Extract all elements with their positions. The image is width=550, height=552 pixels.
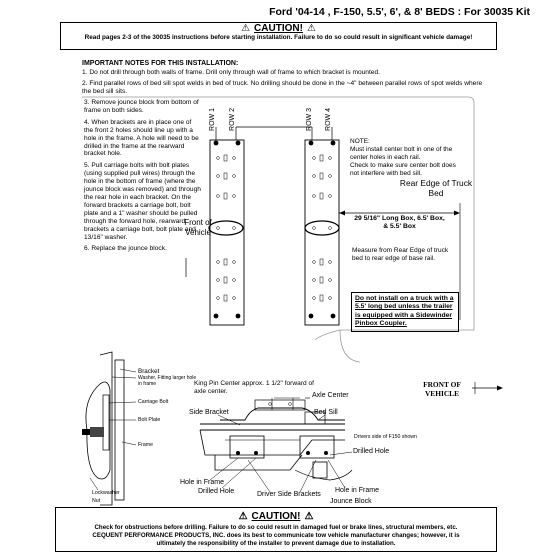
note-item-4: 4. When brackets are in place one of the front 2 holes should line up with a hole in the frame. A hole will need to be drilled in the frame at the rearward bracket hole. <box>84 118 199 158</box>
warning-icon: ⚠ <box>306 23 316 34</box>
note-item-3: 3. Remove jounce block from bottom of frame on both sides. <box>84 99 199 114</box>
dimension-label: 29 5/16" Long Box, 6.5' Box, & 5.5' Box <box>354 215 445 231</box>
top-caution-title: CAUTION! <box>254 23 303 34</box>
king-pin-label: King Pin Center approx. 1 1/2" forward of axle center. <box>194 380 314 395</box>
axle-center-label: Axle Center <box>312 392 349 399</box>
frame-label: Frame <box>138 442 153 448</box>
pinbox-warning: Do not install on a truck with a 5.5' long bed unless the trailer is equipped with a Sidewinder Pinbox Coupler. <box>351 292 459 332</box>
bottom-caution-box <box>55 507 497 552</box>
row-2-label: ROW 2 <box>229 108 236 131</box>
bottom-caution-line-3: ultimately the responsibility of the installer to prevent damage due to installation. <box>156 540 396 548</box>
note-item-5: 5. Pull carriage bolts with bolt plates (using supplied pull wires) through the hole in the bottom of frame (where the jounce block was removed) and through the rear hole in each bracket. On the forward brackets a carriage bolt, bolt plate and a 1" washer should be pulled through the forward hole, rearward brackets a carriage bolt, bolt plate and 13/16" washer. <box>84 162 201 241</box>
note-item-6: 6. Replace the jounce block. <box>84 245 167 253</box>
drilled-hole-right-label: Drilled Hole <box>353 448 390 455</box>
warning-icon: ⚠ <box>304 511 314 522</box>
note-item-1: 1. Do not drill through both walls of frame. Drill only through wall of frame to which bracket is mounted. <box>82 68 380 76</box>
bottom-caution-line-2: CEQUENT PERFORMANCE PRODUCTS, INC. does its best to communicate tow vehicle manufacturer changes; however, it is <box>92 531 460 539</box>
bottom-caution-heading <box>56 510 496 524</box>
side-bracket-label: Side Bracket <box>189 409 229 416</box>
hole-in-frame-right-label: Hole in Frame <box>335 487 379 494</box>
row-3-label: ROW 3 <box>306 108 313 131</box>
front-of-vehicle-label: Front of Vehicle <box>184 218 212 238</box>
top-caution-text: Read pages 2-3 of the 30035 instructions before starting installation. Failure to do so could result in significant vehicle damage! <box>84 34 473 41</box>
measure-label: Measure from Rear Edge of truck bed to rear edge of base rail. <box>352 247 449 262</box>
front-of-vehicle-bottom-label: FRONT OF VEHICLE <box>423 380 461 398</box>
washer-label: Washer, Fitting larger hole in frame <box>138 375 197 387</box>
jounce-block-label: Jounce Block <box>330 498 372 505</box>
lockwasher-label: Lockwasher <box>92 490 120 496</box>
bed-sill-label: Bed Sill <box>314 409 338 416</box>
bracket-label: Bracket <box>138 368 160 375</box>
bottom-caution-title: CAUTION! <box>251 511 301 522</box>
rear-edge-label: Rear Edge of Truck Bed <box>399 178 473 199</box>
drivers-side-label: Drivers side of F150 shown <box>354 434 417 440</box>
notes-heading: IMPORTANT NOTES FOR THIS INSTALLATION: <box>82 60 239 67</box>
row-4-label: ROW 4 <box>325 108 332 131</box>
drilled-hole-left-label: Drilled Hole <box>198 488 235 495</box>
bolt-plate-label: Bolt Plate <box>138 417 161 423</box>
nut-label: Nut <box>92 498 101 504</box>
bottom-caution-line-1: Check for obstructions before drilling. Failure to do so could result in damaged fuel or brake lines, structural members, etc. <box>94 523 458 531</box>
row-1-label: ROW 1 <box>209 108 216 131</box>
driver-side-brackets-label: Driver Side Brackets <box>257 491 321 498</box>
warning-icon: ⚠ <box>238 511 248 522</box>
center-bolt-note: NOTE: Must install center bolt in one of the center holes in each rail. Check to make sure center bolt does not interfere with bed sill. <box>350 138 456 177</box>
hole-in-frame-left-label: Hole in Frame <box>180 479 224 486</box>
page-title: Ford '04-14 , F-150, 5.5', 6', & 8' BEDS : For 30035 Kit <box>269 6 530 18</box>
warning-icon: ⚠ <box>241 23 251 34</box>
carriage-bolt-label: Carriage Bolt <box>138 399 169 405</box>
note-item-2: 2. Find parallel rows of bed sill spot welds in bed of truck. No drilling should be done in the ~4" between parallel rows of spot welds where the bed sill sits. <box>82 79 483 95</box>
